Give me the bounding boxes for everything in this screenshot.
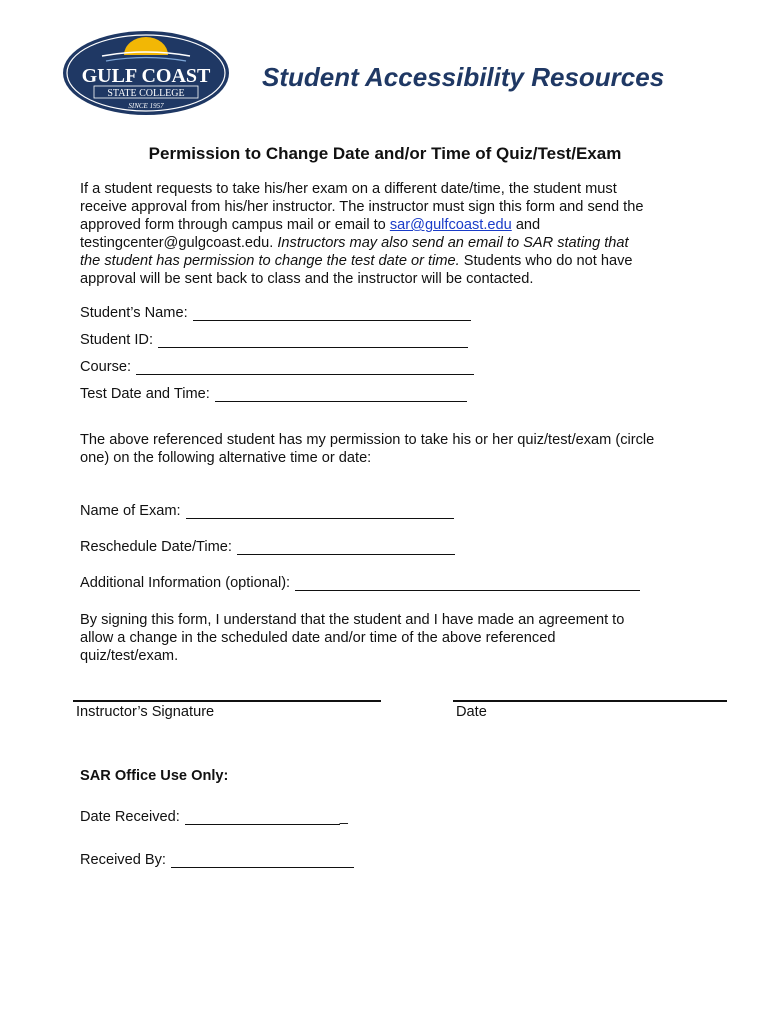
instructor-signature-label: Instructor’s Signature (76, 704, 215, 720)
intro-line: approval will be sent back to class and the instructor will be contacted. (80, 271, 534, 287)
page-title: Student Accessibility Resources (262, 62, 665, 92)
office-use-heading: SAR Office Use Only: (80, 768, 229, 784)
logo-name: GULF COAST (81, 65, 211, 87)
test-date-time-line[interactable] (215, 387, 467, 402)
additional-info-field[interactable]: Additional Information (optional): (80, 575, 640, 591)
reschedule-line[interactable] (237, 540, 455, 555)
intro-line: receive approval from his/her instructor. The instructor must sign this form and send the (80, 199, 644, 215)
instructor-signature-line[interactable] (73, 700, 381, 702)
student-name-line[interactable] (193, 306, 471, 321)
reschedule-field[interactable]: Reschedule Date/Time: (80, 539, 455, 555)
student-id-line[interactable] (158, 333, 468, 348)
intro-line: If a student requests to take his/her exam on a different date/time, the student must (80, 181, 617, 197)
agreement-paragraph: By signing this form, I understand that the student and I have made an agreement to allow a change in the scheduled date and/or time of the above referenced quiz/test/exam. (80, 612, 625, 664)
student-name-field[interactable]: Student’s Name: (80, 305, 471, 321)
intro-line: the student has permission to change the test date or time. Students who do not have (80, 253, 633, 269)
additional-info-line[interactable] (295, 576, 640, 591)
permission-paragraph: The above referenced student has my permission to take his or her quiz/test/exam (circle one) on the following alternative time or date: (80, 432, 655, 466)
exam-name-field[interactable]: Name of Exam: (80, 503, 454, 519)
test-date-time-field[interactable]: Test Date and Time: (80, 386, 467, 402)
course-line[interactable] (136, 360, 474, 375)
logo-subname: STATE COLLEGE (107, 88, 185, 99)
intro-line: approved form through campus mail or email to sar@gulfcoast.edu and (80, 217, 541, 233)
date-received-field[interactable]: Date Received: _ (80, 809, 348, 825)
gulf-coast-logo (62, 30, 230, 116)
form-subtitle: Permission to Change Date and/or Time of Quiz/Test/Exam (148, 144, 622, 163)
sar-email-link[interactable]: sar@gulfcoast.edu (389, 217, 512, 233)
logo-since: SINCE 1957 (128, 102, 164, 110)
intro-paragraph (80, 180, 700, 288)
date-received-line[interactable] (185, 810, 340, 825)
student-id-field[interactable]: Student ID: (80, 332, 468, 348)
course-field[interactable]: Course: (80, 359, 474, 375)
received-by-line[interactable] (171, 853, 354, 868)
intro-line: testingcenter@gulgcoast.edu. Instructors may also send an email to SAR stating that (80, 235, 629, 251)
date-signature-label: Date (456, 704, 487, 720)
exam-name-line[interactable] (186, 504, 454, 519)
date-signature-line[interactable] (453, 700, 727, 702)
received-by-field[interactable]: Received By: (80, 852, 354, 868)
